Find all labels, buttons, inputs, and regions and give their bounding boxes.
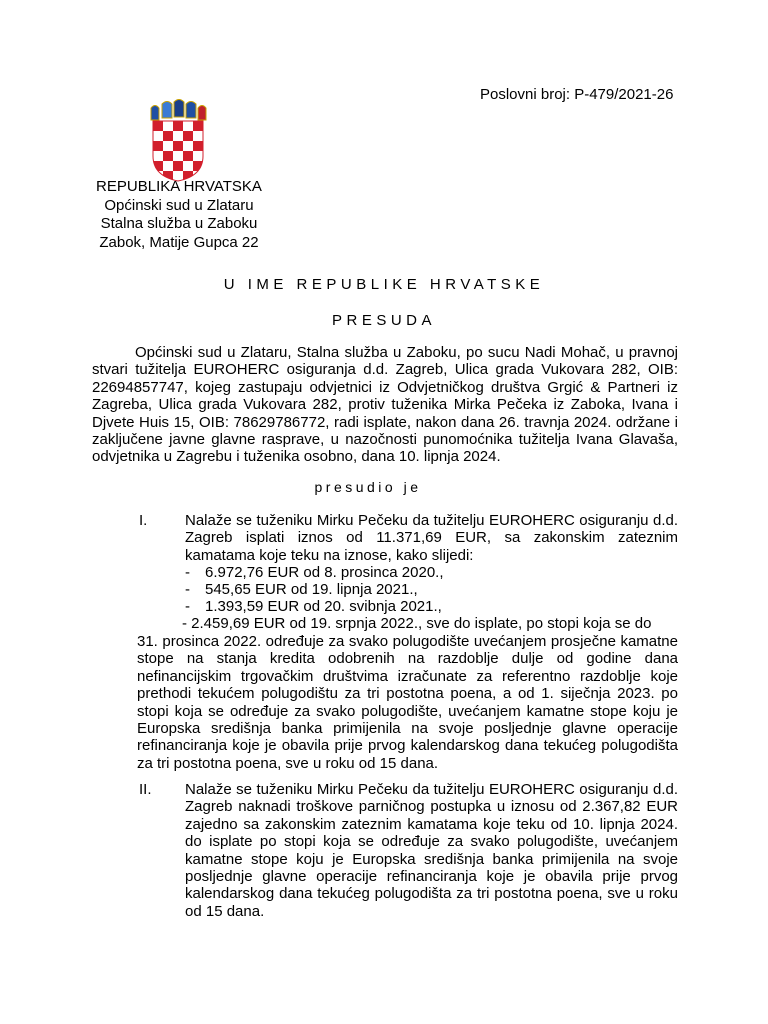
item-I-continuation: 31. prosinca 2022. određuje za svako polugodište uvećanjem prosječne kamatne stope na stanja kredita odobrenih na razdoblje dulje od godine dana nefinancijskim trgovačkim društvima izračunate za referentno razdoblje koje prethodi tekućem polugodištu za tri postotna poena, a od 1. siječnja 2023. po stopi koja se određuje za svako polugodište, uvećanjem kamatne stope koju je Europska središnja banka primijenila na svoje posljednje glavne operacije refinanciranja koje je obavila prije prvog kalendarskog dana tekućeg polugodišta za tri postotna poena, sve u roku od 15 dana. [137, 633, 678, 772]
court-header-line: Općinski sud u Zlataru [104, 196, 254, 214]
item-number-I: I. [139, 512, 148, 529]
item-I-text: Nalaže se tuženiku Mirku Pečeku da tužitelju EUROHERC osiguranju d.d. Zagreb isplati iznos od 11.371,69 EUR, sa zakonskim zateznim kamatama koje teku na iznose, kako slijedi: [185, 512, 678, 564]
court-header-line: Stalna služba u Zaboku [100, 215, 258, 232]
crown [151, 100, 206, 121]
court-header [62, 178, 296, 252]
heading-ruled: presudio je [314, 479, 422, 495]
case-number: Poslovni broj: P-479/2021-26 [480, 86, 674, 103]
croatian-coat-of-arms-icon [143, 98, 213, 182]
list-item: - 6.972,76 EUR od 8. prosinca 2020., [185, 564, 444, 581]
court-header-line: Zabok, Matije Gupca 22 [99, 233, 259, 251]
court-header-line: REPUBLIKA HRVATSKA [96, 178, 262, 195]
heading-judgment: PRESUDA [331, 312, 437, 329]
list-item: - 545,65 EUR od 19. lipnja 2021., [185, 581, 418, 598]
intro-paragraph: Općinski sud u Zlataru, Stalna služba u Zaboku, po sucu Nadi Mohač, u pravnoj stvari tužitelja EUROHERC osiguranja d.d. Zagreb, Ulica grada Vukovara 282, OIB: 22694857747, kojeg zastupaju odvjetnici iz Odvjetničkog društva Grgić & Partneri iz Zagreba, Ulica grada Vukovara 282, protiv tuženika Mirka Pečeka iz Zaboka, Ivana i Djvete Huis 15, OIB: 78629786772, radi isplate, nakon dana 26. travnja 2024. održane i zaključene javne glavne rasprave, u nazočnosti punomoćnika tužitelja Ivana Glavaša, odvjetnika u Zagrebu i tuženika osobno, dana 10. lipnja 2024. [92, 344, 678, 466]
item-number-II: II. [139, 781, 152, 798]
list-item: - 1.393,59 EUR od 20. svibnja 2021., [185, 598, 442, 615]
heading-in-the-name: U IME REPUBLIKE HRVATSKE [223, 276, 545, 293]
list-item-last: - 2.459,69 EUR od 19. srpnja 2022., sve do isplate, po stopi koja se do [182, 615, 652, 632]
item-II-text: Nalaže se tuženiku Mirku Pečeku da tužitelju EUROHERC osiguranju d.d. Zagreb naknadi troškove parničnog postupka u iznosu od 2.367,82 EUR zajedno sa zakonskim zateznim kamatama koje teku od 10. lipnja 2024. do isplate po stopi koja se određuje za svako polugodište, uvećanjem kamatne stope koju je Europska središnja banka primijenila na svoje posljednje glavne operacije refinanciranja koje je obavila prije prvog kalendarskog dana tekućeg polugodišta za tri postotna poena, sve u roku od 15 dana. [185, 781, 678, 920]
